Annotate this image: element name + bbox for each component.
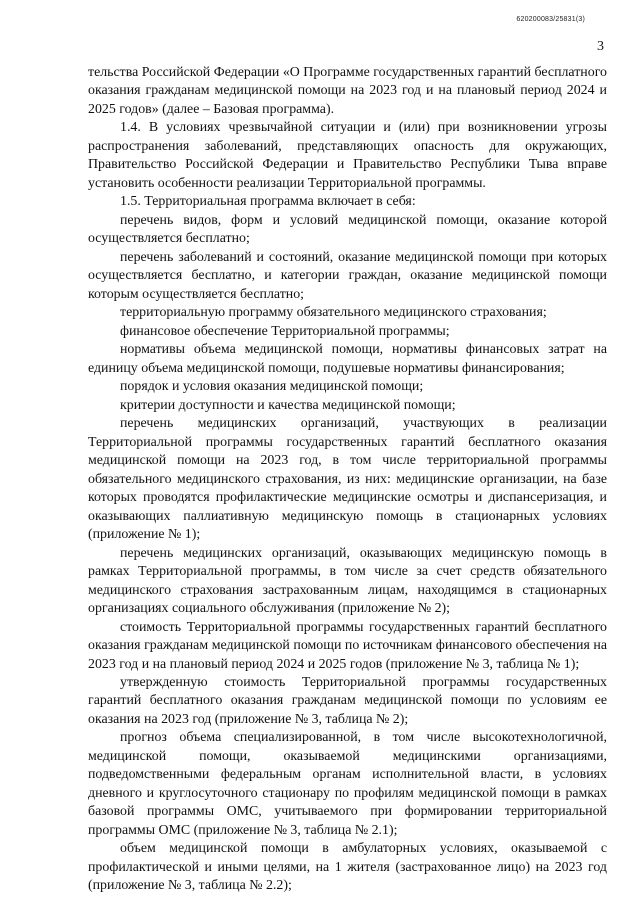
document-body [88, 64, 607, 896]
list-item: объем медицинской помощи в амбулаторных условиях, оказываемой с профилактической и иными целями, на 1 жителя (застрахованное лицо) на 2023 год (приложение № 3, таблица № 2.2); [88, 841, 607, 894]
list-item: утвержденную стоимость Территориальной программы государственных гарантий бесплатного оказания гражданам медицинской помощи по условиям ее оказания на 2023 год (приложение № 3, таблица № 2); [88, 674, 607, 727]
list-item: перечень видов, форм и условий медицинской помощи, оказание которой осуществляется бесплатно; [88, 212, 607, 247]
document-number: 620200083/25831(3) [516, 16, 585, 23]
page-number: 3 [597, 39, 604, 54]
list-item: прогноз объема специализированной, в том числе высокотехнологичной, медицинской помощи, оказываемой медицинскими организациями, подведомственными федеральным органам исполнительной власти, в условиях дневного и круглосуточного стационару по профилям медицинской помощи в рамках базовой программы ОМС, учитываемого при формировании территориальной программы ОМС (приложение № 3, таблица № 2.1); [88, 730, 607, 838]
list-item: нормативы объема медицинской помощи, нормативы финансовых затрат на единицу объема медицинской помощи, подушевые нормативы финансирования; [88, 342, 607, 376]
paragraph: тельства Российской Федерации «О Программе государственных гарантий бесплатного оказания гражданам медицинской помощи на 2023 год и на плановый период 2024 и 2025 годов» (далее – Базовая программа). [88, 65, 607, 117]
paragraph: 1.5. Территориальная программа включает в себя: [120, 194, 416, 210]
list-item: порядок и условия оказания медицинской помощи; [120, 379, 424, 395]
list-item: территориальную программу обязательного медицинского страхования; [120, 305, 547, 321]
list-item: перечень медицинских организаций, оказывающих медицинскую помощь в рамках Территориальной программы, в том числе за счет средств обязательного медицинского страхования застрахованным лицам, находящимся в стационарных организациях социального обслуживания (приложение № 2); [88, 545, 607, 617]
list-item: перечень медицинских организаций, участвующих в реализации Территориальной программы государственных гарантий бесплатного оказания медицинской помощи на 2023 год, в том числе территориальной программы обязательного медицинского страхования, из них: медицинские организации, на базе которых проводятся профилактические медицинские осмотры и диспансеризация, и оказывающих паллиативную медицинскую помощь в стационарных условиях (приложение № 1); [88, 416, 607, 543]
paragraph: 1.4. В условиях чрезвычайной ситуации и (или) при возникновении угрозы распространения заболеваний, представляющих опасность для окружающих, Правительство Российской Федерации и Правительство Республики Тыва вправе установить особенности реализации Территориальной программы. [88, 120, 607, 191]
list-item: перечень заболеваний и состояний, оказание медицинской помощи при которых осуществляется бесплатно, и категории граждан, оказание медицинской помощи которым осуществляется бесплатно; [88, 249, 607, 302]
list-item: стоимость Территориальной программы государственных гарантий бесплатного оказания гражданам медицинской помощи по источникам финансового обеспечения на 2023 год и на плановый период 2024 и 2025 годов (приложение № 3, таблица № 1); [88, 619, 607, 672]
list-item: финансовое обеспечение Территориальной программы; [120, 323, 450, 339]
list-item: критерии доступности и качества медицинской помощи; [120, 397, 456, 413]
